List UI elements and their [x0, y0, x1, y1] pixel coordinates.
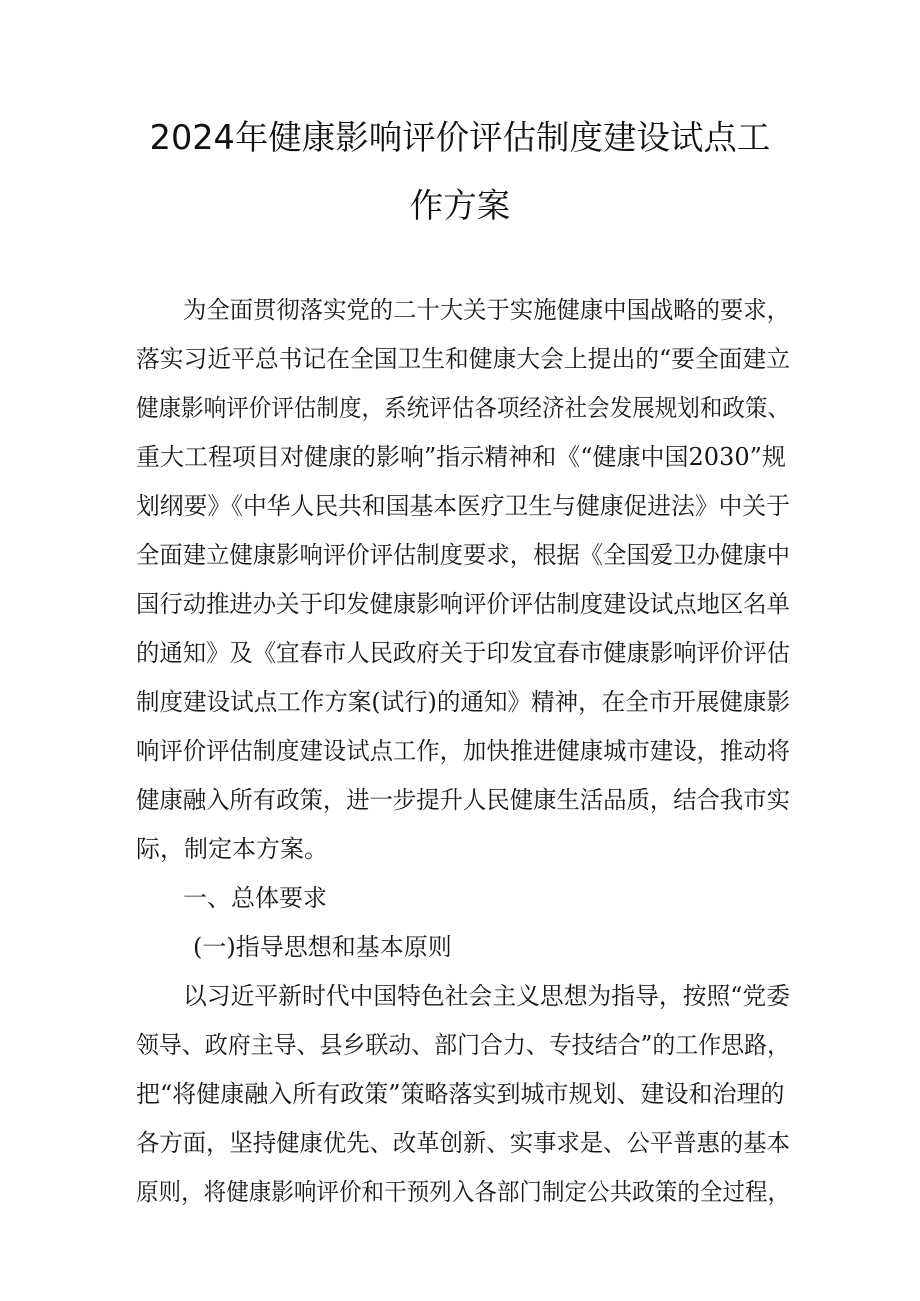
section-subheading: (一)指导思想和基本原则: [193, 933, 452, 961]
paragraph-line: 落实习近平总书记在全国卫生和健康大会上提出的“要全面建立: [136, 345, 791, 373]
paragraph-line: 为全面贯彻落实党的二十大关于实施健康中国战略的要求，: [183, 296, 791, 324]
paragraph-line: 健康融入所有政策，进一步提升人民健康生活品质，结合我市实: [136, 786, 790, 814]
paragraph-line: 划纲要》《中华人民共和国基本医疗卫生与健康促进法》中关于: [136, 492, 790, 520]
paragraph-line: 原则，将健康影响评价和干预列入各部门制定公共政策的全过程，: [136, 1178, 791, 1206]
paragraph-line: 全面建立健康影响评价评估制度要求，根据《全国爱卫办健康中: [136, 541, 790, 569]
paragraph-line: 制度建设试点工作方案(试行)的通知》精神，在全市开展健康影: [136, 688, 790, 716]
section-heading: 一、总体要求: [183, 884, 327, 912]
paragraph-line: 际，制定本方案。: [136, 835, 328, 863]
paragraph-line: 领导、政府主导、县乡联动、部门合力、专技结合”的工作思路，: [136, 1031, 790, 1059]
paragraph-line: 以习近平新时代中国特色社会主义思想为指导，按照“党委: [183, 982, 791, 1010]
paragraph-line: 的通知》及《宜春市人民政府关于印发宜春市健康影响评价评估: [136, 639, 790, 667]
document-title-line-1: 2024年健康影响评价评估制度建设试点工: [149, 118, 771, 157]
paragraph-line: 健康影响评价评估制度，系统评估各项经济社会发展规划和政策、: [136, 394, 791, 422]
paragraph-line: 各方面，坚持健康优先、改革创新、实事求是、公平普惠的基本: [136, 1129, 790, 1157]
paragraph-line: 把“将健康融入所有政策”策略落实到城市规划、建设和治理的: [136, 1080, 785, 1108]
paragraph-line: 重大工程项目对健康的影响”指示精神和《“健康中国2030”规: [136, 443, 786, 471]
paragraph-line: 响评价评估制度建设试点工作，加快推进健康城市建设，推动将: [136, 737, 790, 765]
document-title-line-2: 作方案: [409, 186, 511, 225]
paragraph-line: 国行动推进办关于印发健康影响评价评估制度建设试点地区名单: [136, 590, 790, 618]
